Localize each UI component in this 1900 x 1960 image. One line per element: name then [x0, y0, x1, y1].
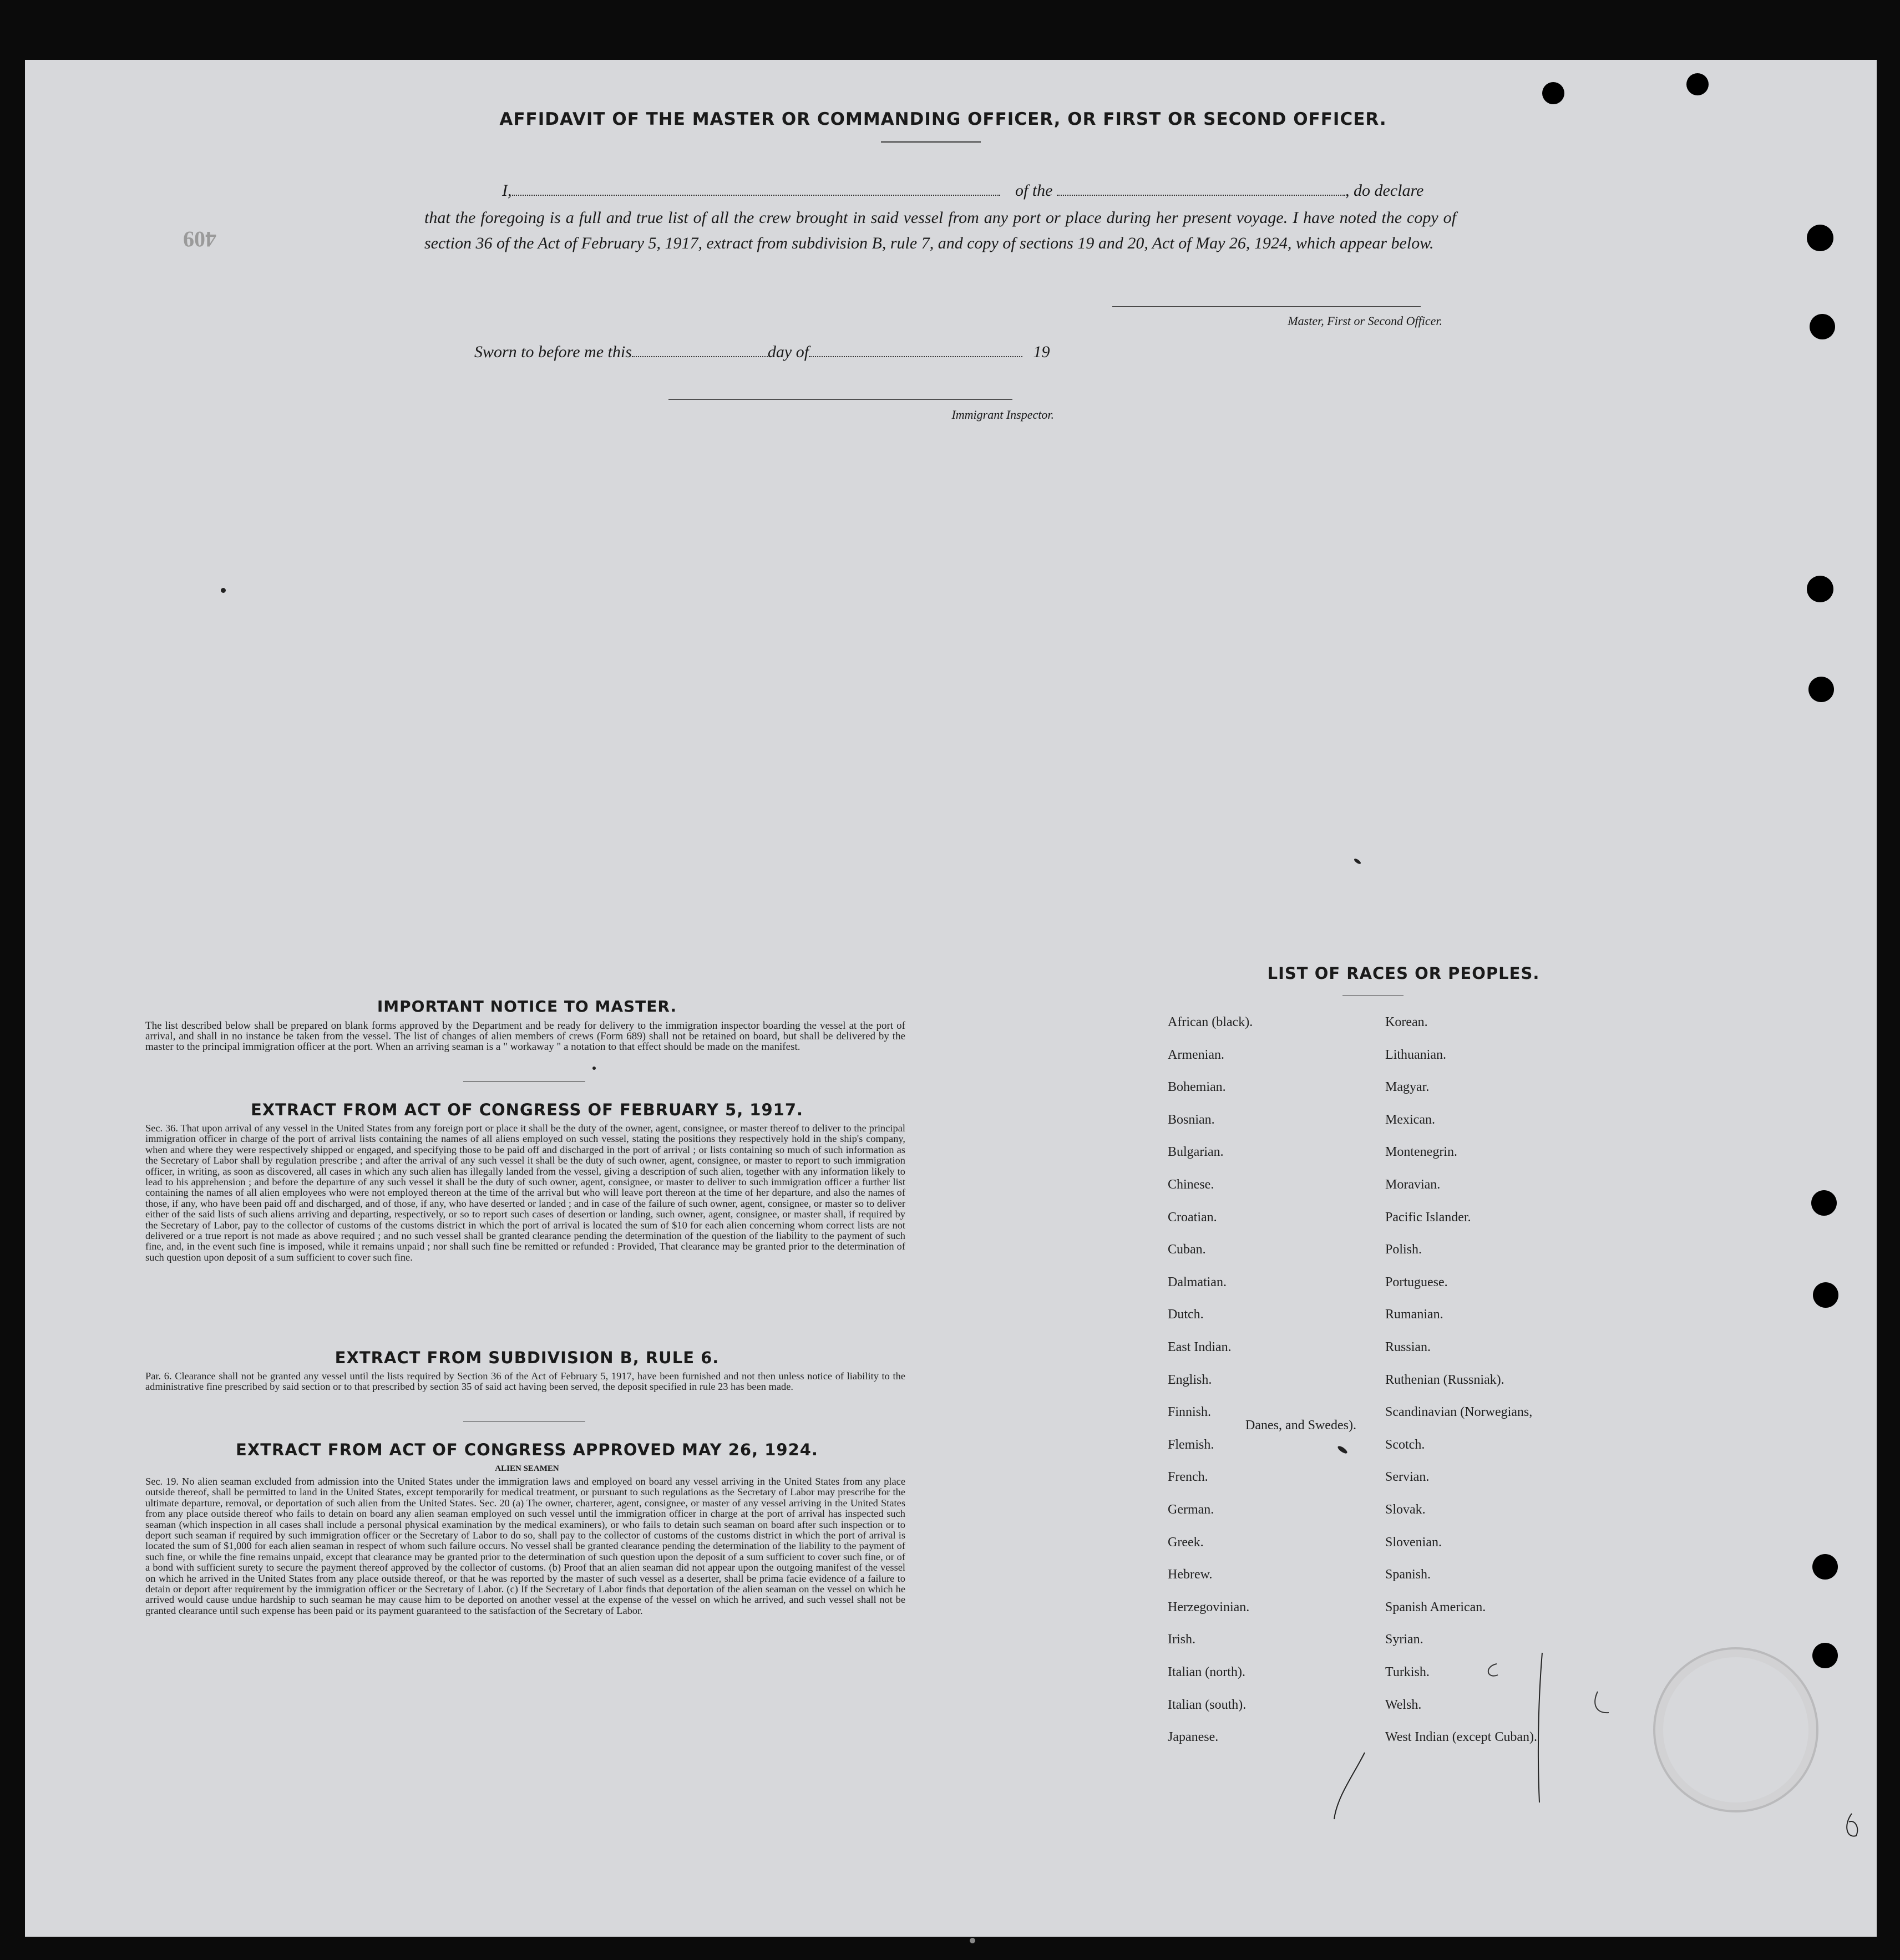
margin-stamp-number: 409 [183, 227, 216, 252]
race-item: Spanish American. [1385, 1600, 1486, 1614]
race-item: Armenian. [1168, 1047, 1224, 1062]
race-item: Danes, and Swedes). [1245, 1418, 1356, 1433]
race-item: Hebrew. [1168, 1567, 1213, 1582]
race-item: Dalmatian. [1168, 1274, 1227, 1289]
speck [592, 1067, 596, 1070]
month-blank [809, 343, 1022, 357]
sworn-label: Sworn to before me this [474, 343, 632, 361]
race-item: Greek. [1168, 1535, 1204, 1550]
race-item: Herzegovinian. [1168, 1600, 1250, 1614]
vessel-blank [1057, 181, 1345, 196]
signature-line [1112, 306, 1421, 307]
speck [970, 1938, 975, 1943]
race-item: Finnish. [1168, 1405, 1212, 1420]
race-item: West Indian (except Cuban). [1385, 1730, 1537, 1745]
inspector-caption: Immigrant Inspector. [951, 408, 1054, 422]
affidavit-title: AFFIDAVIT OF THE MASTER OR COMMANDING OFFICER, OR FIRST OR SECOND OFFICER. [499, 109, 1387, 129]
race-item: Mexican. [1385, 1112, 1435, 1127]
notice-rule [463, 1081, 585, 1082]
race-item: Montenegrin. [1385, 1145, 1457, 1160]
race-item: Flemish. [1168, 1437, 1214, 1452]
race-item: African (black). [1168, 1015, 1253, 1029]
race-item: German. [1168, 1502, 1214, 1517]
sworn-line [474, 343, 1140, 362]
race-item: Pacific Islander. [1385, 1210, 1471, 1225]
day-of-label: day of [767, 343, 809, 361]
race-item: Irish. [1168, 1632, 1195, 1647]
race-item: Welsh. [1385, 1697, 1422, 1712]
race-item: Cuban. [1168, 1242, 1206, 1257]
punch-hole [1808, 677, 1834, 702]
race-item: Syrian. [1385, 1632, 1423, 1647]
race-item: East Indian. [1168, 1340, 1232, 1354]
extract-1917-text: Sec. 36. That upon arrival of any vessel in the United States from any foreign port or place it shall be the duty of the owner, agent, consignee, or master thereof to deliver to the principal immigration officer in charge of the port of arrival lists containing the names of all aliens employed on such vessel, stating the positions they respectively hold in the ship's company, when and where they were respectively shipped or engaged, and specifying those to be paid off and discharged in the port of arrival ; or lists containing so much of such information as the Secretary of Labor shall by regulation prescribe ; and after the arrival of any such vessel it shall be the duty of such owner, agent, consignee, or master to report to such immigration officer, in writing, as soon as discovered, all cases in which any such alien has illegally landed from the vessel, giving a description of such alien, together with any information likely to lead to his apprehension ; and before the departure of any such vessel it shall be the duty of such owner, agent, consignee, or master to deliver to such immigration officer a further list containing the names of all alien employees who were not employed thereon at the time of the arrival but who will leave port thereon at the time of her departure, and also the names of those, if any, who have been paid off and discharged, and of those, if any, who have deserted or landed ; and in case of the failure of such owner, agent, consignee, or master so to deliver either of the said lists of such aliens arriving and departing, respectively, or so to report such cases of desertion or landing, such owner, agent, consignee, or master shall, if required by the Secretary of Labor, pay to the collector of customs of the customs district in which the port of arrival is located the sum of $10 for each alien concerning whom correct lists are not delivered or a true report is not made as above required ; and no such vessel shall be granted clearance pending the determination of the question of the liability to the payment of such fine, and, in the event such fine is imposed, while it remains unpaid ; nor shall such fine be remitted or refunded : Provided, That clearance may be granted prior to the determination of such question upon deposit of a sum sufficient to cover such fine. [145, 1123, 905, 1263]
race-item: Servian. [1385, 1470, 1430, 1485]
race-item: Scandinavian (Norwegians, [1385, 1405, 1533, 1420]
of-the-label: of the [1015, 181, 1053, 200]
race-item: Italian (north). [1168, 1665, 1245, 1679]
race-item: Lithuanian. [1385, 1047, 1446, 1062]
race-item: Portuguese. [1385, 1274, 1448, 1289]
race-item: Slovak. [1385, 1502, 1426, 1517]
notice-text: The list described below shall be prepared on blank forms approved by the Department and be ready for delivery to the immigration inspector boarding the vessel at the port of arrival, and shall in no instance be taken from the vessel. The list of changes of alien members of crews (Form 689) shall not be retained on board, but shall be delivered by the master to the principal immigration officer at the port. When an arriving seaman is a " workaway " a notation to that effect should be made on the manifest. [145, 1020, 905, 1053]
title-rule [881, 141, 981, 143]
punch-hole [1810, 314, 1835, 339]
punch-hole [1812, 1643, 1838, 1668]
race-item: Croatian. [1168, 1210, 1217, 1225]
race-item: Russian. [1385, 1340, 1431, 1354]
inspector-line [668, 399, 1012, 400]
race-item: Polish. [1385, 1242, 1422, 1257]
rule6-title: EXTRACT FROM SUBDIVISION B, RULE 6. [335, 1348, 720, 1367]
affidavit-declaration-line [424, 181, 1456, 200]
signature-caption: Master, First or Second Officer. [1288, 314, 1442, 328]
name-blank [512, 181, 1000, 196]
extract-1917-title: EXTRACT FROM ACT OF CONGRESS OF FEBRUARY 5, 1917. [250, 1100, 804, 1119]
race-item: Chinese. [1168, 1177, 1214, 1192]
rule6-text: Par. 6. Clearance shall not be granted any vessel until the lists required by Section 36 of the Act of February 5, 1917, have been furnished and not then unless notice of liability to the administrative fine prescribed by said section or to that prescribed by section 35 of said act having been served, the deposit specified in rule 23 has been made. [145, 1370, 905, 1393]
do-declare-label: , do declare [1345, 181, 1424, 200]
year-label: 19 [1033, 343, 1050, 361]
punch-hole [1813, 1282, 1838, 1308]
i-label: I, [502, 181, 512, 200]
speck [221, 588, 226, 593]
race-item: Magyar. [1385, 1080, 1430, 1095]
race-item: Japanese. [1168, 1730, 1219, 1745]
race-item: Bohemian. [1168, 1080, 1226, 1095]
punch-hole [1807, 576, 1833, 602]
race-item: Bulgarian. [1168, 1145, 1224, 1160]
handwritten-marks [1320, 1642, 1609, 1825]
notice-title: IMPORTANT NOTICE TO MASTER. [377, 997, 677, 1015]
faded-seal [1653, 1647, 1818, 1812]
punch-hole [1542, 82, 1564, 104]
punch-hole [1807, 225, 1833, 251]
extract-1924-subtitle: ALIEN SEAMEN [495, 1464, 559, 1473]
day-blank [632, 343, 768, 357]
affidavit-body: that the foregoing is a full and true list of all the crew brought in said vessel from any port or place during her present voyage. I have noted the copy of section 36 of the Act of February 5, 1917, extract from subdivision B, rule 7, and copy of sections 19 and 20, Act of May 26, 1924, which appear below. [424, 209, 1456, 252]
race-item: French. [1168, 1470, 1208, 1485]
extract-1924-title: EXTRACT FROM ACT OF CONGRESS APPROVED MAY 26, 1924. [236, 1440, 818, 1459]
race-item: Ruthenian (Russniak). [1385, 1372, 1504, 1387]
race-item: Turkish. [1385, 1665, 1430, 1679]
race-item: Bosnian. [1168, 1112, 1215, 1127]
race-item: Korean. [1385, 1015, 1428, 1029]
race-item: Scotch. [1385, 1437, 1425, 1452]
punch-hole [1812, 1554, 1838, 1580]
race-item: Moravian. [1385, 1177, 1441, 1192]
race-item: Dutch. [1168, 1307, 1204, 1322]
punch-hole [1686, 73, 1709, 95]
race-item: Slovenian. [1385, 1535, 1442, 1550]
race-item: Spanish. [1385, 1567, 1431, 1582]
race-item: English. [1168, 1372, 1212, 1387]
race-item: Italian (south). [1168, 1697, 1247, 1712]
races-title: LIST OF RACES OR PEOPLES. [1267, 964, 1540, 983]
race-item: Rumanian. [1385, 1307, 1443, 1322]
extract-1924-text: Sec. 19. No alien seaman excluded from admission into the United States under the immigration laws and employed on board any vessel arriving in the United States from any place outside thereof, shall be permitted to land in the United States, except temporarily for medical treatment, or pursuant to such regulations as the Secretary of Labor may prescribe for the ultimate departure, removal, or deportation of such alien from the United States. Sec. 20 (a) The owner, charterer, agent, consignee, or master of any vessel arriving in the United States from any place outside thereof who fails to detain on board any alien seaman employed on such vessel until the immigration officer in charge at the port of arrival has inspected such seaman (which inspection in all cases shall include a personal physical examination by the medical examiners), or who fails to detain such seaman on board after such inspection or to deport such seaman if required by such immigration officer or the Secretary of Labor to do so, shall pay to the collector of customs of the customs district in which the port of arrival is located the sum of $1,000 for each alien seaman in respect of whom such failure occurs. No vessel shall be granted clearance pending the determination of the liability to the payment of such fine, or while the fine remains unpaid, except that clearance may be granted prior to the determination of such question upon the deposit of a sum sufficient to cover such fine, or of a bond with sufficient surety to secure the payment thereof approved by the collector of customs. (b) Proof that an alien seaman did not appear upon the outgoing manifest of the vessel on which he arrived in the United States from any place outside thereof, or that he was reported by the master of such vessel as a deserter, shall be prima facie evidence of a failure to detain or deport after requirement by the immigration officer or the Secretary of Labor. (c) If the Secretary of Labor finds that deportation of the alien seaman on the vessel on which he arrived would cause undue hardship to such seaman he may cause him to be deported on another vessel at the expense of the vessel on which he arrived, and such vessel shall not be granted clearance until such expense has been paid or its payment guaranteed to the satisfaction of the Secretary of Labor. [145, 1476, 905, 1616]
handwritten-corner-mark [1841, 1811, 1863, 1844]
punch-hole [1811, 1190, 1837, 1216]
